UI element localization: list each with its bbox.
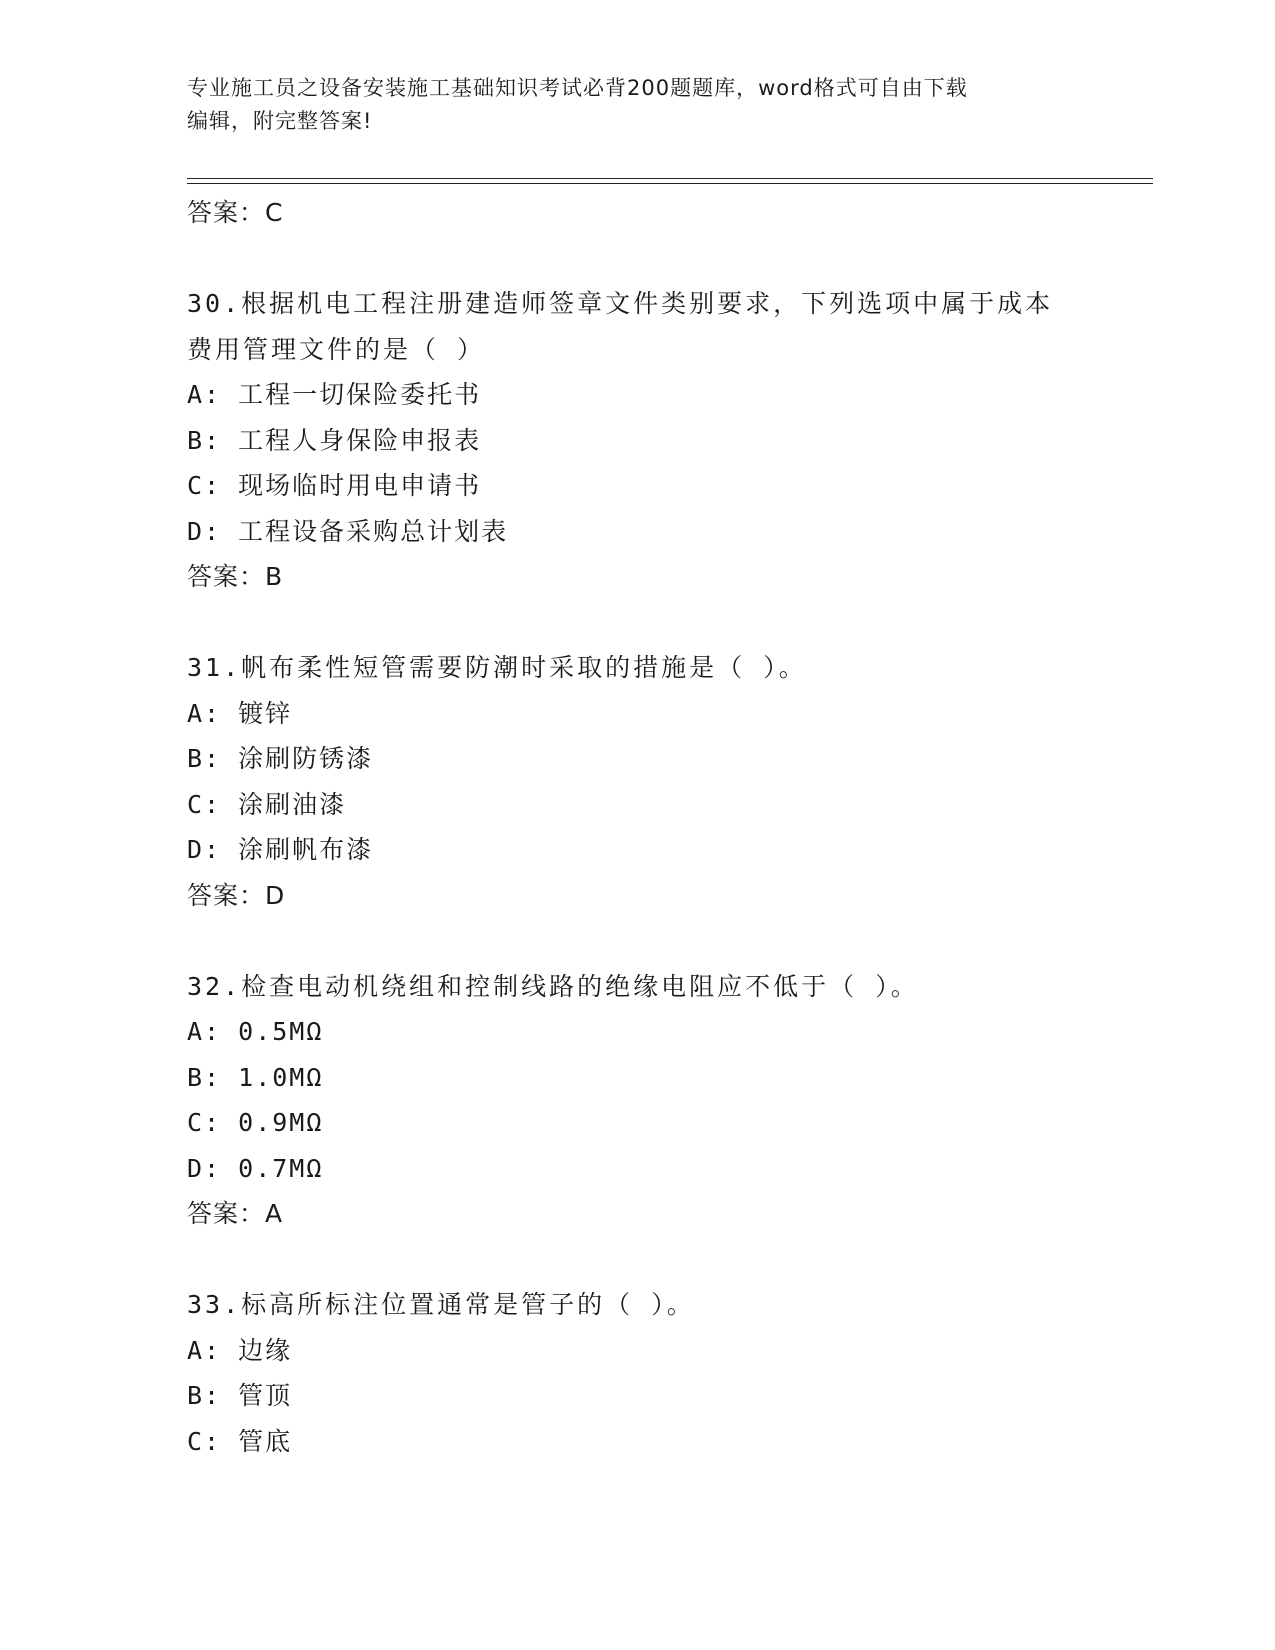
- question-31-option-d: D: 涂刷帆布漆: [187, 835, 374, 864]
- question-30: [187, 281, 1087, 600]
- question-31-option-c: C: 涂刷油漆: [187, 789, 347, 819]
- question-30-option-b: B: 工程人身保险申报表: [187, 425, 482, 455]
- spacer: [187, 600, 1087, 646]
- question-32-option-a: A: 0.5MΩ: [187, 1017, 324, 1046]
- question-33-option-a: A: 边缘: [187, 1335, 293, 1365]
- question-33-option-c: C: 管底: [187, 1426, 293, 1456]
- document-header: [187, 72, 1067, 138]
- question-32-answer: 答案：A: [187, 1199, 284, 1228]
- question-30-option-a: A: 工程一切保险委托书: [187, 380, 482, 409]
- question-30-option-d: D: 工程设备采购总计划表: [187, 516, 509, 546]
- question-list: [187, 190, 1087, 1464]
- spacer: [187, 236, 1087, 282]
- header-divider-top: [187, 178, 1153, 179]
- question-32-option-c: C: 0.9MΩ: [187, 1108, 324, 1137]
- question-31: [187, 645, 1087, 918]
- question-31-answer: 答案：D: [187, 880, 286, 910]
- answer-29: 答案：C: [187, 198, 284, 227]
- question-32-option-b: B: 1.0MΩ: [187, 1062, 324, 1092]
- question-31-option-b: B: 涂刷防锈漆: [187, 744, 374, 773]
- header-line-2: 编辑，附完整答案!: [187, 109, 373, 133]
- question-32-option-d: D: 0.7MΩ: [187, 1153, 324, 1183]
- question-33: [187, 1282, 1087, 1464]
- question-31-option-a: A: 镀锌: [187, 698, 293, 728]
- question-33-option-b: B: 管顶: [187, 1381, 293, 1410]
- header-divider-bottom: [187, 183, 1153, 184]
- question-30-answer: 答案：B: [187, 562, 284, 591]
- header-line-1: 专业施工员之设备安装施工基础知识考试必背200题题库，word格式可自由下载: [187, 76, 968, 100]
- spacer: [187, 918, 1087, 964]
- question-30-stem-line-2: 费用管理文件的是（ ）: [187, 334, 486, 364]
- question-30-stem-line-1: 30.根据机电工程注册建造师签章文件类别要求，下列选项中属于成本: [187, 289, 1054, 318]
- question-33-stem: 33.标高所标注位置通常是管子的（ ）。: [187, 1290, 695, 1319]
- question-30-option-c: C: 现场临时用电申请书: [187, 471, 482, 500]
- question-32-stem: 32.检查电动机绕组和控制线路的绝缘电阻应不低于（ ）。: [187, 971, 919, 1001]
- question-32: [187, 964, 1087, 1237]
- spacer: [187, 1237, 1087, 1283]
- question-31-stem: 31.帆布柔性短管需要防潮时采取的措施是（ ）。: [187, 653, 807, 682]
